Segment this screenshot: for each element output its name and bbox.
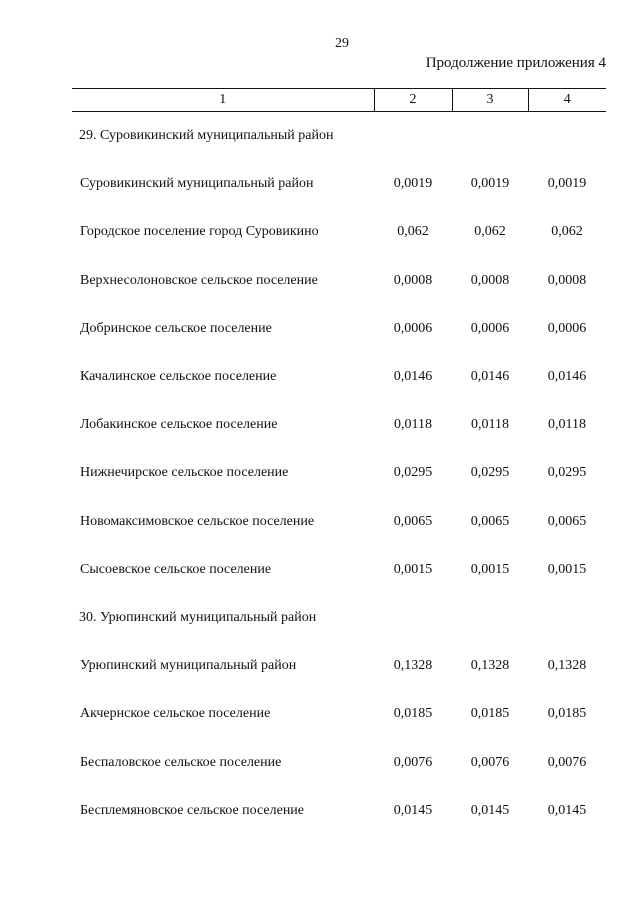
empty-cell xyxy=(374,594,452,642)
table-row xyxy=(72,305,606,353)
empty-cell xyxy=(374,112,452,161)
settlement-name: Городское поселение город Суровикино xyxy=(80,224,319,240)
value-col-2: 0,0076 xyxy=(393,754,433,770)
value-col-4: 0,0015 xyxy=(547,561,587,577)
settlement-name: Лобакинское сельское поселение xyxy=(80,417,278,433)
value-col-4: 0,0006 xyxy=(547,320,587,336)
table-row xyxy=(72,738,606,786)
value-col-2: 0,0118 xyxy=(394,417,432,433)
value-col-3: 0,0008 xyxy=(470,272,510,288)
table-row xyxy=(72,257,606,305)
table-body xyxy=(72,112,606,835)
section-header-row xyxy=(72,594,606,642)
empty-cell xyxy=(452,594,528,642)
table-row xyxy=(72,401,606,449)
column-header-3: 3 xyxy=(452,89,528,112)
value-col-4: 0,1328 xyxy=(547,658,587,674)
column-header-4: 4 xyxy=(528,89,606,112)
value-col-2: 0,062 xyxy=(397,224,429,240)
table-row xyxy=(72,546,606,594)
value-col-2: 0,0019 xyxy=(393,176,433,192)
settlement-name: Беспаловское сельское поселение xyxy=(80,754,282,770)
value-col-3: 0,0145 xyxy=(470,802,510,818)
section-title: 29. Суровикинский муниципальный район xyxy=(79,128,334,144)
value-col-2: 0,0065 xyxy=(393,513,433,529)
table-row xyxy=(72,690,606,738)
value-col-4: 0,062 xyxy=(551,224,583,240)
value-col-2: 0,0185 xyxy=(393,706,433,722)
page-number: 29 xyxy=(335,36,349,51)
settlement-name: Нижнечирское сельское поселение xyxy=(80,465,289,481)
settlement-name: Качалинское сельское поселение xyxy=(80,369,277,385)
value-col-4: 0,0295 xyxy=(547,465,587,481)
value-col-3: 0,0076 xyxy=(470,754,510,770)
settlement-name: Бесплемяновское сельское поселение xyxy=(80,802,305,818)
table-row xyxy=(72,353,606,401)
table-header-row xyxy=(72,89,606,112)
settlement-name: Добринское сельское поселение xyxy=(80,320,272,336)
value-col-4: 0,0146 xyxy=(547,369,587,385)
value-col-4: 0,0185 xyxy=(547,706,587,722)
settlement-name: Суровикинский муниципальный район xyxy=(80,176,314,192)
value-col-3: 0,0019 xyxy=(470,176,510,192)
settlement-name: Верхнесолоновское сельское поселение xyxy=(80,272,318,288)
coefficients-table xyxy=(72,88,606,835)
settlement-name: Новомаксимовское сельское поселение xyxy=(80,513,315,529)
value-col-2: 0,1328 xyxy=(393,658,433,674)
value-col-2: 0,0015 xyxy=(393,561,433,577)
section-header-row xyxy=(72,112,606,161)
value-col-3: 0,0065 xyxy=(470,513,510,529)
settlement-name: Урюпинский муниципальный район xyxy=(80,658,297,674)
value-col-3: 0,0295 xyxy=(470,465,510,481)
column-header-1: 1 xyxy=(72,89,374,112)
table-row xyxy=(72,498,606,546)
value-col-4: 0,0065 xyxy=(547,513,587,529)
value-col-4: 0,0019 xyxy=(547,176,587,192)
value-col-3: 0,0185 xyxy=(470,706,510,722)
value-col-3: 0,0146 xyxy=(470,369,510,385)
value-col-2: 0,0008 xyxy=(393,272,433,288)
table-row xyxy=(72,160,606,208)
table-row xyxy=(72,449,606,497)
column-header-2: 2 xyxy=(374,89,452,112)
value-col-4: 0,0145 xyxy=(547,802,587,818)
value-col-3: 0,0118 xyxy=(471,417,509,433)
value-col-2: 0,0295 xyxy=(393,465,433,481)
table-header xyxy=(72,89,606,112)
settlement-name: Акчернское сельское поселение xyxy=(80,706,271,722)
value-col-3: 0,0015 xyxy=(470,561,510,577)
value-col-2: 0,0145 xyxy=(393,802,433,818)
table-row xyxy=(72,787,606,835)
value-col-3: 0,062 xyxy=(474,224,506,240)
table-row xyxy=(72,208,606,256)
empty-cell xyxy=(528,112,606,161)
appendix-continuation-note: Продолжение приложения 4 xyxy=(425,55,606,71)
settlement-name: Сысоевское сельское поселение xyxy=(80,561,272,577)
value-col-2: 0,0006 xyxy=(393,320,433,336)
value-col-2: 0,0146 xyxy=(393,369,433,385)
value-col-3: 0,1328 xyxy=(470,658,510,674)
empty-cell xyxy=(452,112,528,161)
value-col-4: 0,0076 xyxy=(547,754,587,770)
value-col-3: 0,0006 xyxy=(470,320,510,336)
value-col-4: 0,0118 xyxy=(548,417,586,433)
table-row xyxy=(72,642,606,690)
empty-cell xyxy=(528,594,606,642)
section-title: 30. Урюпинский муниципальный район xyxy=(79,609,317,625)
value-col-4: 0,0008 xyxy=(547,272,587,288)
